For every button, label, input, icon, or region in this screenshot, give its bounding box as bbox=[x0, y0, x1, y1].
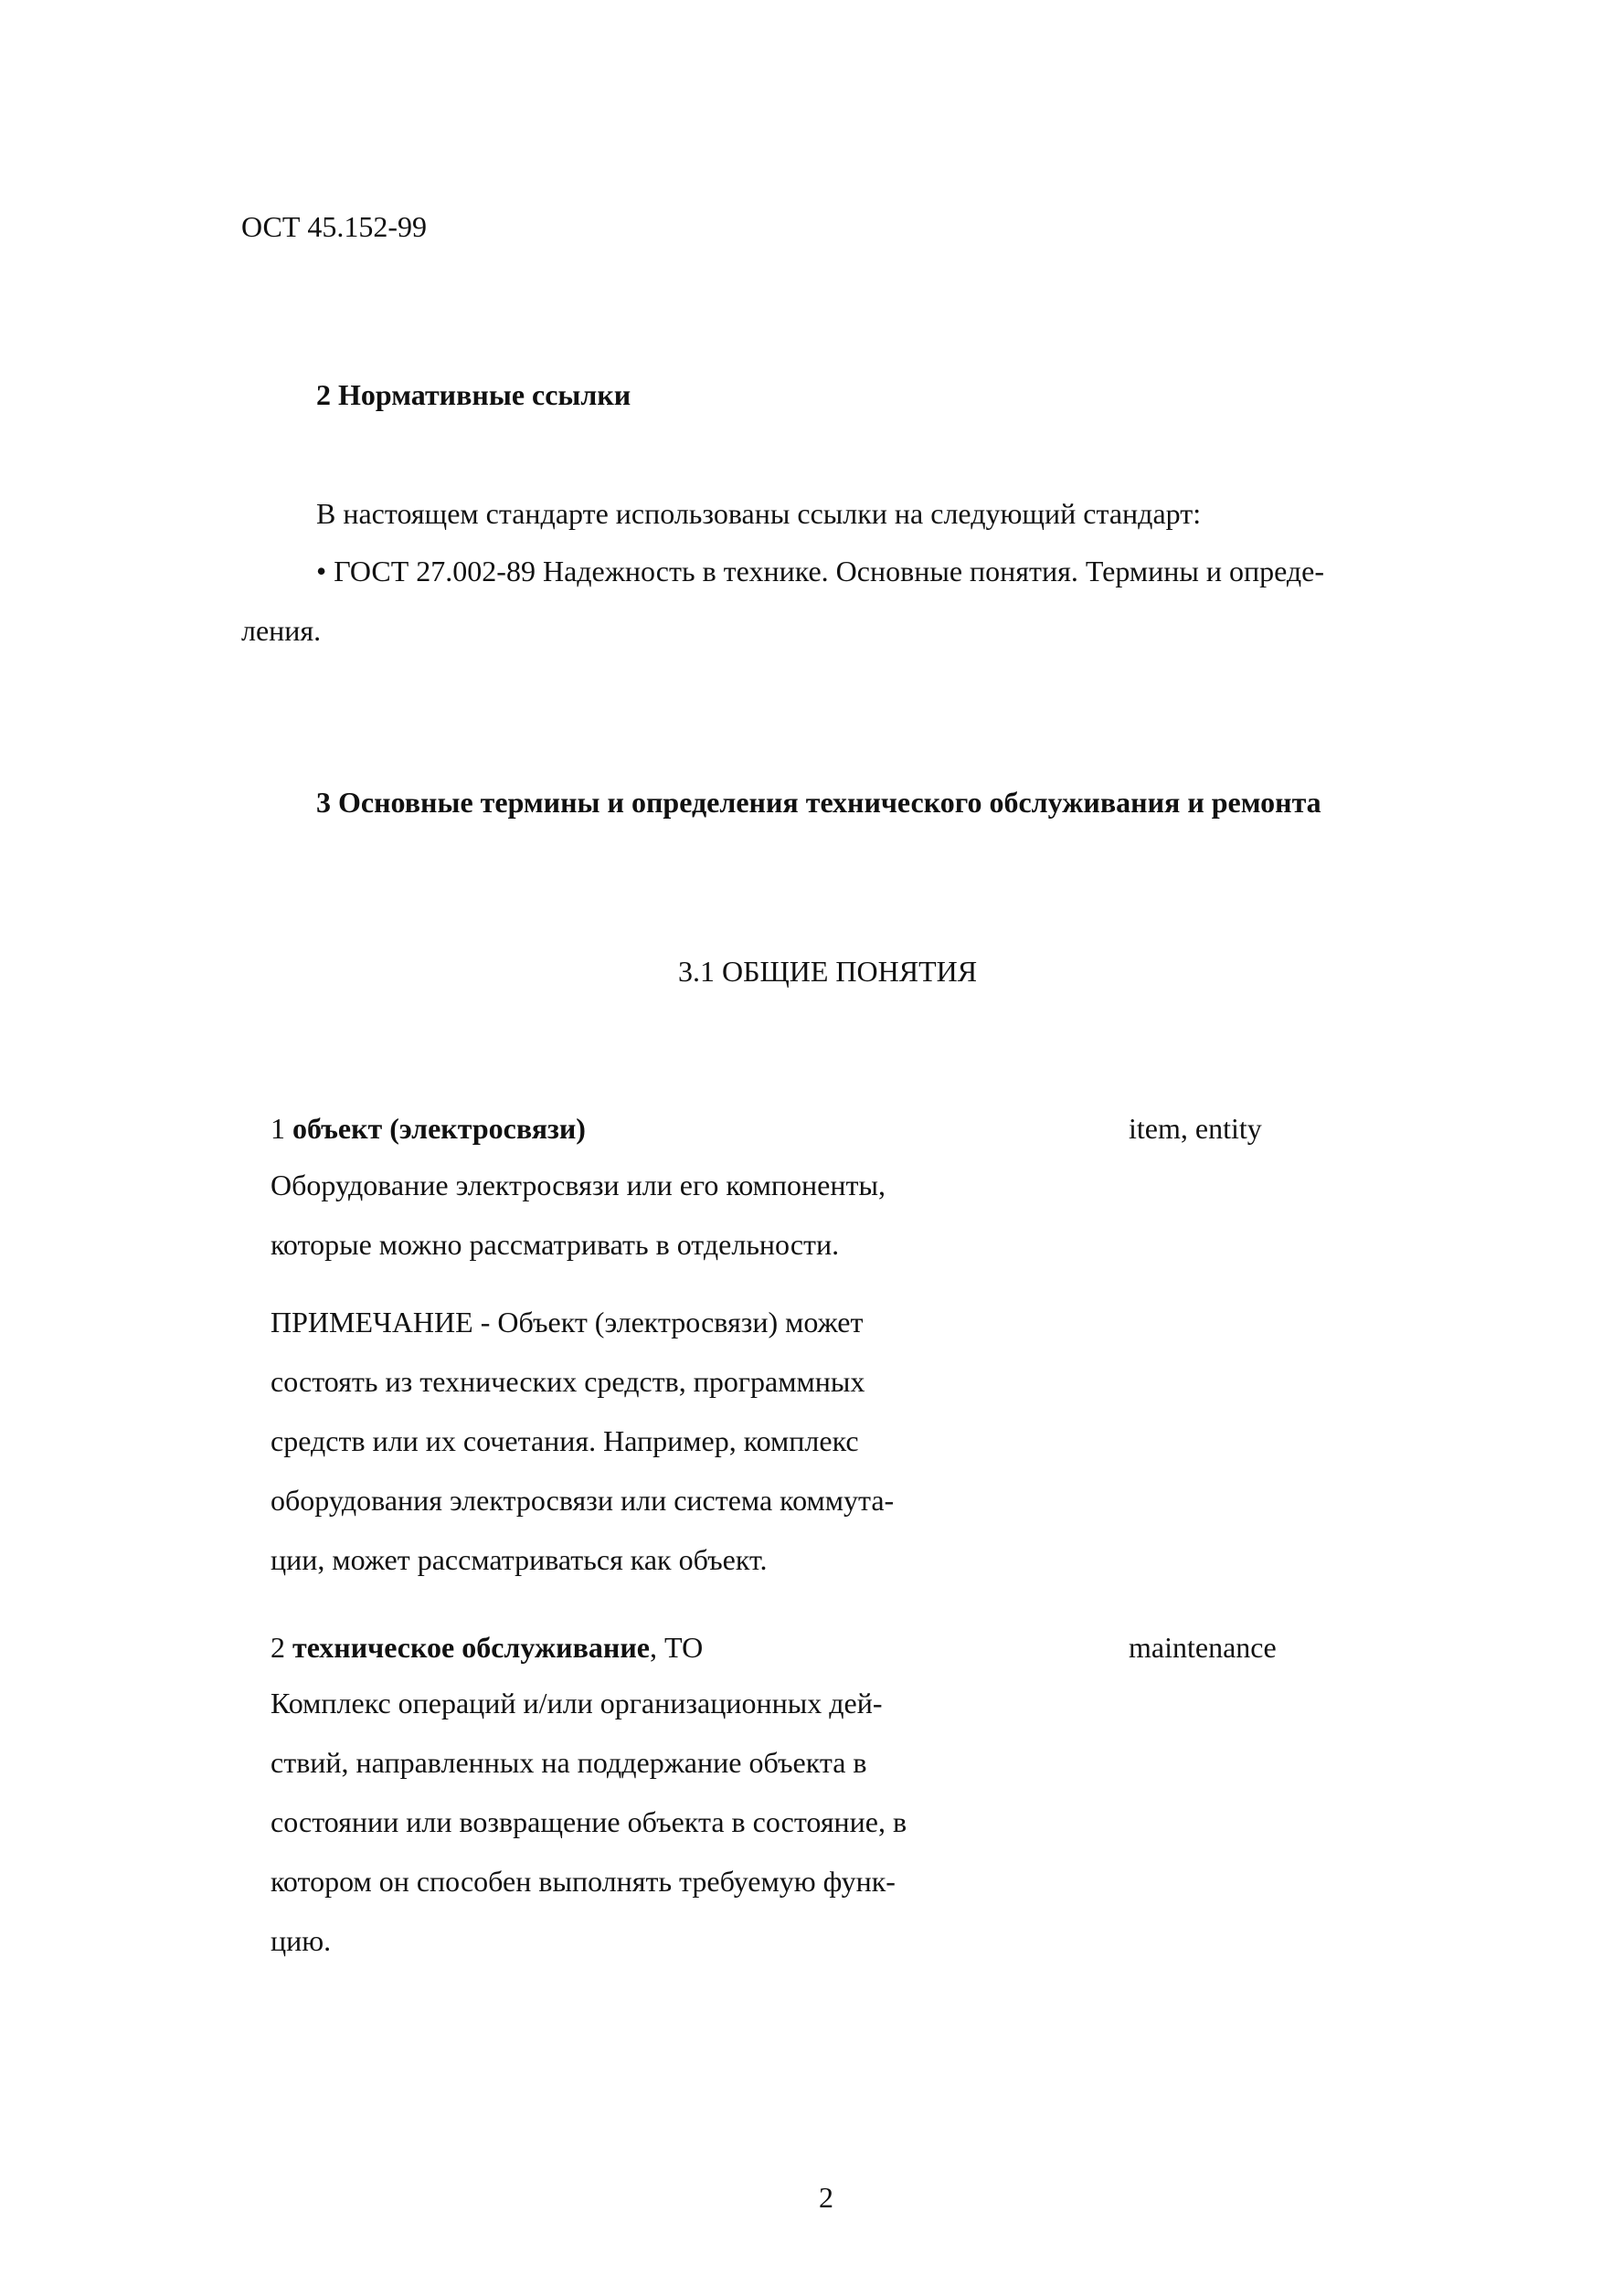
definition-line: цию. bbox=[271, 1924, 332, 1957]
definition-line: Оборудование электросвязи или его компоненты, bbox=[271, 1169, 886, 1201]
definition-line: состоянии или возвращение объекта в состояние, в bbox=[271, 1805, 907, 1838]
definition-line: ствий, направленных на поддержание объекта в bbox=[271, 1746, 867, 1779]
term-number: 2 bbox=[271, 1631, 285, 1664]
term-number: 1 bbox=[271, 1112, 285, 1145]
definition-line: котором он способен выполнять требуемую функ- bbox=[271, 1865, 896, 1898]
reference-gost-line-2: ления. bbox=[241, 614, 322, 647]
term-2-definition bbox=[271, 1674, 974, 1971]
reference-gost-line-1: • ГОСТ 27.002-89 Надежность в технике. Основные понятия. Термины и опреде- bbox=[316, 555, 1325, 587]
note-line: ПРИМЕЧАНИЕ - Объект (электросвязи) может bbox=[271, 1306, 864, 1338]
note-line: средств или их сочетания. Например, комплекс bbox=[271, 1424, 859, 1457]
definition-line: которые можно рассматривать в отдельности. bbox=[271, 1228, 840, 1261]
term-2-title bbox=[271, 1629, 703, 1666]
term-abbreviation: , ТО bbox=[649, 1631, 704, 1664]
section-3-heading: 3 Основные термины и определения технического обслуживания и ремонта bbox=[316, 786, 1321, 819]
term-2-english: maintenance bbox=[1129, 1631, 1277, 1664]
note-line: оборудования электросвязи или система коммута- bbox=[271, 1484, 895, 1517]
document-code: ОСТ 45.152-99 bbox=[241, 210, 428, 243]
term-name: объект (электросвязи) bbox=[292, 1112, 586, 1145]
section-3-1-subheading: 3.1 ОБЩИЕ ПОНЯТИЯ bbox=[678, 955, 978, 988]
term-1-title bbox=[271, 1110, 586, 1147]
section-2-heading: 2 Нормативные ссылки bbox=[316, 378, 631, 411]
note-line: состоять из технических средств, программных bbox=[271, 1365, 865, 1398]
note-line: ции, может рассматриваться как объект. bbox=[271, 1543, 768, 1576]
section-2-intro: В настоящем стандарте использованы ссылки на следующий стандарт: bbox=[316, 497, 1202, 530]
term-1-english: item, entity bbox=[1129, 1112, 1262, 1145]
term-1-definition bbox=[271, 1156, 974, 1590]
definition-line: Комплекс операций и/или организационных дей- bbox=[271, 1687, 883, 1719]
page-number: 2 bbox=[819, 2181, 833, 2214]
term-name: техническое обслуживание bbox=[292, 1631, 650, 1664]
